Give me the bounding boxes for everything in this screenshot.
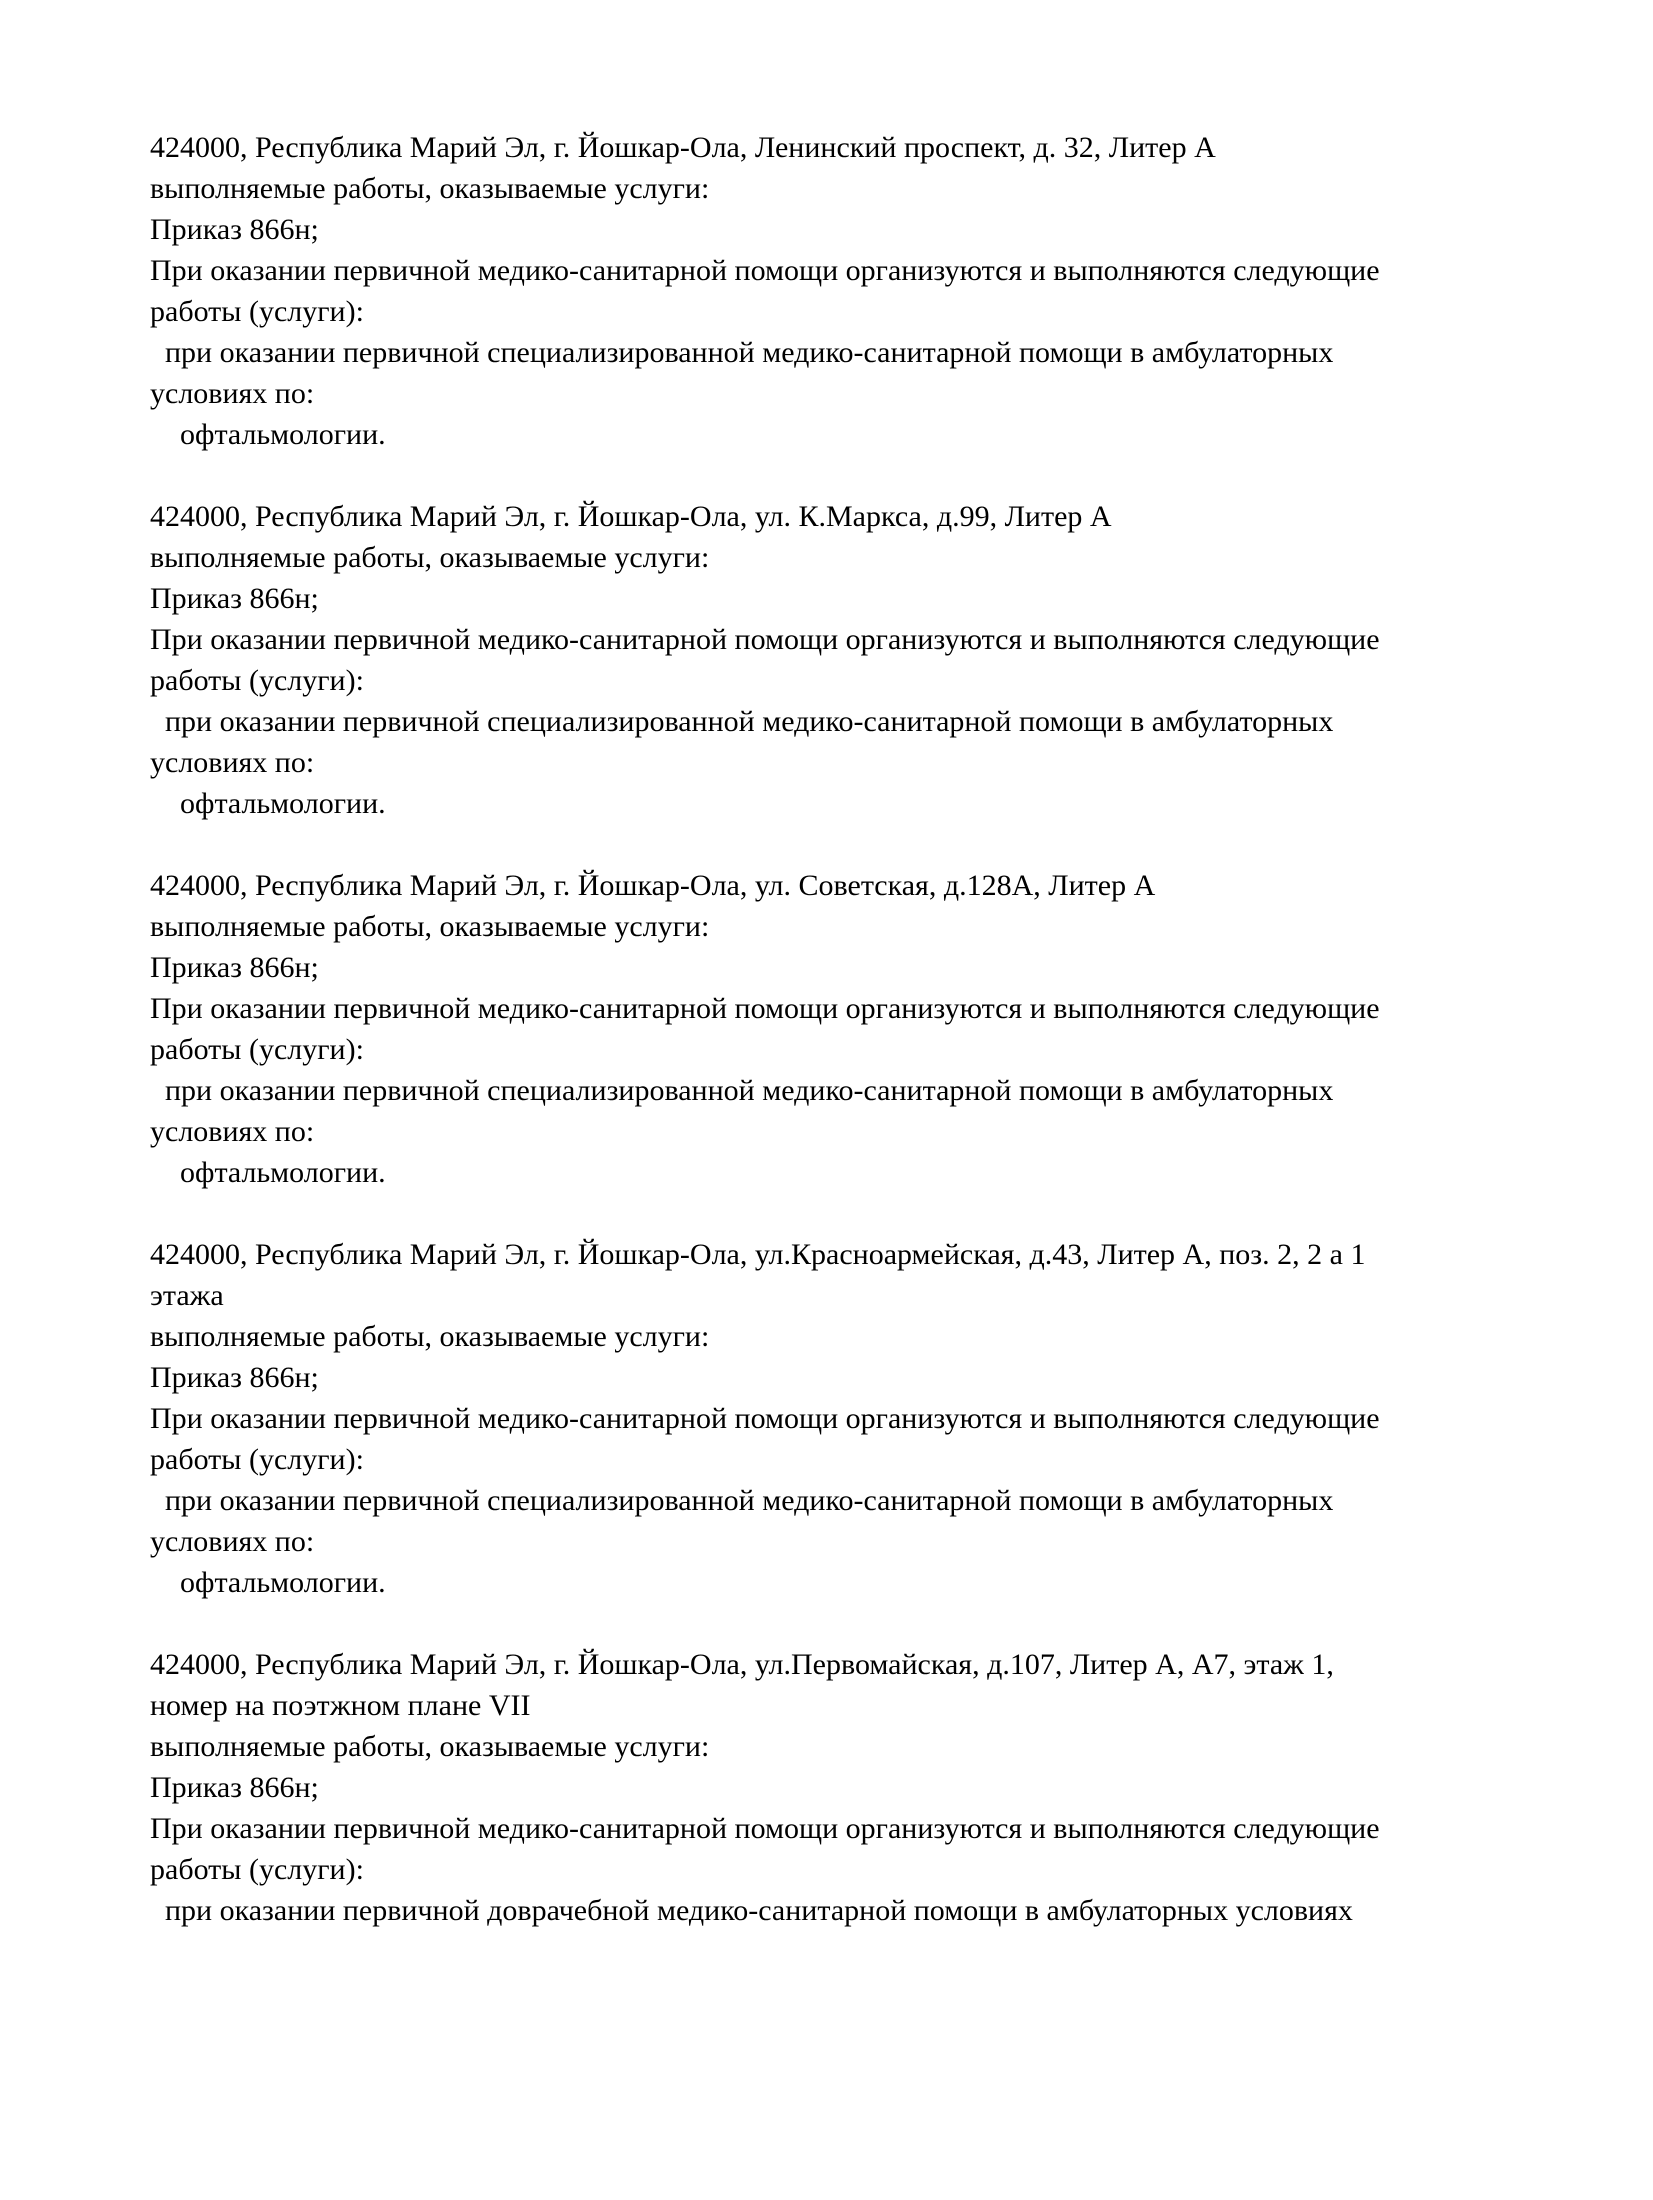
specialized-care-line-2: условиях по:: [150, 1525, 315, 1558]
address-block: [150, 127, 1563, 455]
address-block: [150, 496, 1563, 824]
address-block: [150, 1234, 1563, 1603]
primary-care-intro-line-2: работы (услуги):: [150, 1443, 364, 1476]
primary-care-intro-line-2: работы (услуги):: [150, 295, 364, 328]
address-block: [150, 865, 1563, 1193]
specialized-care-line-1: при оказании первичной специализированной медико-санитарной помощи в амбулаторных: [150, 336, 1334, 369]
works-services-label: выполняемые работы, оказываемые услуги:: [150, 541, 710, 574]
address-line-1: 424000, Республика Марий Эл, г. Йошкар-Ола, ул.Первомайская, д.107, Литер А, А7, этаж 1,: [150, 1648, 1334, 1681]
specialized-care-line-1: при оказании первичной специализированной медико-санитарной помощи в амбулаторных: [150, 1484, 1334, 1517]
works-services-label: выполняемые работы, оказываемые услуги:: [150, 1730, 710, 1763]
primary-care-intro-line-2: работы (услуги):: [150, 664, 364, 697]
specialized-care-line-2: условиях по:: [150, 377, 315, 410]
works-services-label: выполняемые работы, оказываемые услуги:: [150, 910, 710, 943]
specialized-care-line-2: условиях по:: [150, 1115, 315, 1148]
specialized-care-line-1: при оказании первичной специализированной медико-санитарной помощи в амбулаторных: [150, 1074, 1334, 1107]
specialized-care-line-1: при оказании первичной специализированной медико-санитарной помощи в амбулаторных: [150, 705, 1334, 738]
address-line: 424000, Республика Марий Эл, г. Йошкар-Ола, ул. Советская, д.128А, Литер А: [150, 869, 1156, 902]
address-line-2: номер на поэтжном плане VII: [150, 1689, 531, 1722]
primary-care-intro-line-2: работы (услуги):: [150, 1853, 364, 1886]
order-reference: Приказ 866н;: [150, 951, 319, 984]
primary-care-intro-line-1: При оказании первичной медико-санитарной помощи организуются и выполняются следующие: [150, 992, 1380, 1025]
address-line: 424000, Республика Марий Эл, г. Йошкар-Ола, ул. К.Маркса, д.99, Литер А: [150, 500, 1112, 533]
order-reference: Приказ 866н;: [150, 213, 319, 246]
primary-care-intro-line-2: работы (услуги):: [150, 1033, 364, 1066]
works-services-label: выполняемые работы, оказываемые услуги:: [150, 172, 710, 205]
pre-medical-care-line: при оказании первичной доврачебной медико-санитарной помощи в амбулаторных условиях: [150, 1894, 1353, 1927]
primary-care-intro-line-1: При оказании первичной медико-санитарной помощи организуются и выполняются следующие: [150, 623, 1380, 656]
specialty-item: офтальмологии.: [150, 1156, 386, 1189]
specialty-item: офтальмологии.: [150, 787, 386, 820]
order-reference: Приказ 866н;: [150, 582, 319, 615]
specialty-item: офтальмологии.: [150, 418, 386, 451]
order-reference: Приказ 866н;: [150, 1361, 319, 1394]
primary-care-intro-line-1: При оказании первичной медико-санитарной помощи организуются и выполняются следующие: [150, 1402, 1380, 1435]
primary-care-intro-line-1: При оказании первичной медико-санитарной помощи организуются и выполняются следующие: [150, 254, 1380, 287]
primary-care-intro-line-1: При оказании первичной медико-санитарной помощи организуются и выполняются следующие: [150, 1812, 1380, 1845]
address-line-2: этажа: [150, 1279, 224, 1312]
specialty-item: офтальмологии.: [150, 1566, 386, 1599]
address-line-1: 424000, Республика Марий Эл, г. Йошкар-Ола, ул.Красноармейская, д.43, Литер А, поз. 2, 2 а 1: [150, 1238, 1366, 1271]
address-block: [150, 1644, 1563, 1931]
specialized-care-line-2: условиях по:: [150, 746, 315, 779]
address-line: 424000, Республика Марий Эл, г. Йошкар-Ола, Ленинский проспект, д. 32, Литер А: [150, 131, 1216, 164]
order-reference: Приказ 866н;: [150, 1771, 319, 1804]
works-services-label: выполняемые работы, оказываемые услуги:: [150, 1320, 710, 1353]
